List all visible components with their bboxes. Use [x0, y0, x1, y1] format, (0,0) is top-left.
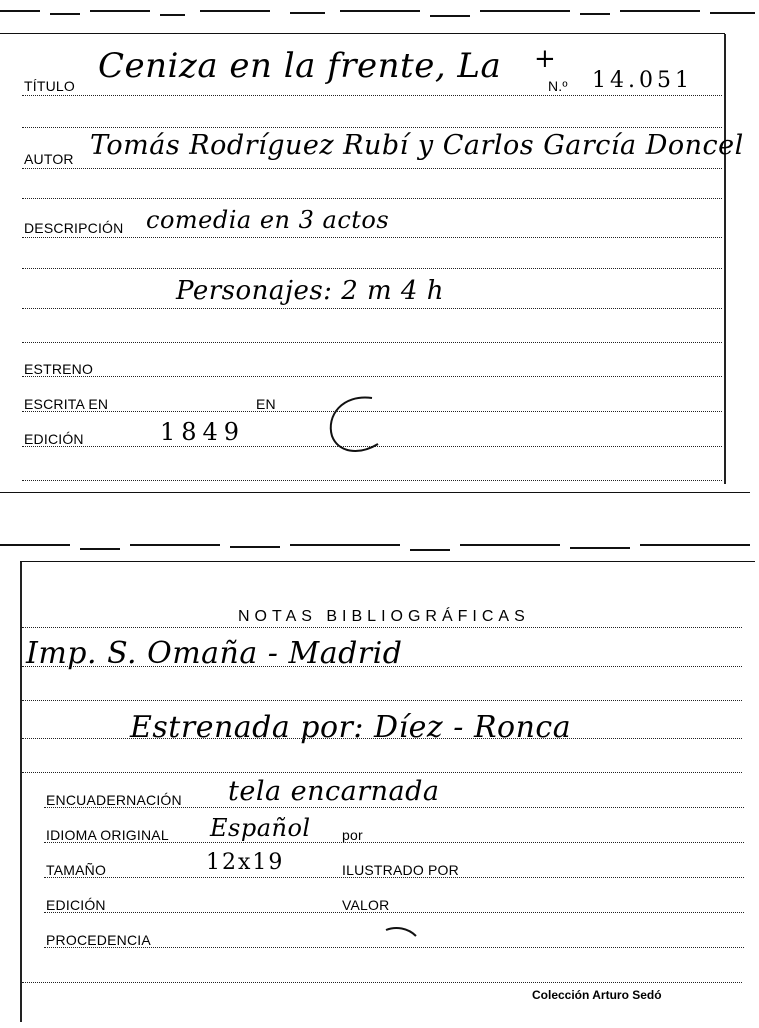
rule-bottom-front: [22, 480, 722, 481]
note-rule-2: [22, 700, 742, 701]
procedencia-label: PROCEDENCIA: [46, 932, 151, 948]
rule-4: [22, 198, 722, 199]
titulo-label: TÍTULO: [24, 78, 75, 94]
estreno-label: ESTRENO: [24, 361, 94, 377]
note-rule-3: [22, 738, 742, 739]
note-rule-4: [22, 772, 742, 773]
edicion-back-label: EDICIÓN: [46, 897, 106, 913]
rule-2: [22, 127, 722, 128]
descripcion-rule: [22, 237, 722, 238]
scan-noise-back: [0, 544, 759, 558]
descripcion-label: DESCRIPCIÓN: [24, 220, 124, 236]
edicion-label: EDICIÓN: [24, 431, 84, 447]
idioma-handwritten: Español: [210, 814, 311, 842]
personajes-rule: [22, 308, 722, 309]
coleccion-credit: Colección Arturo Sedó: [532, 988, 662, 1002]
estreno-rule: [22, 376, 722, 377]
idioma-label: IDIOMA ORIGINAL: [46, 827, 169, 843]
encuadernacion-rule: [44, 807, 744, 808]
rule-6: [22, 268, 722, 269]
encuadernacion-label: ENCUADERNACIÓN: [46, 792, 182, 808]
tamano-rule: [44, 877, 744, 878]
catalog-card-front: [0, 0, 759, 500]
edicion-back-rule: [44, 912, 744, 913]
stamp-arc-mark: [322, 392, 392, 462]
personajes-handwritten: Personajes: 2 m 4 h: [176, 276, 444, 306]
autor-handwritten: Tomás Rodríguez Rubí y Carlos García Doncel: [90, 130, 744, 161]
valor-label: VALOR: [342, 897, 390, 913]
note-line-2-handwritten: Estrenada por: Díez - Ronca: [130, 710, 572, 745]
numero-handwritten: 14.051: [592, 68, 693, 93]
heading-rule: [22, 627, 742, 628]
ilustrado-por-label: ILUSTRADO POR: [342, 862, 459, 878]
numero-label: N.º: [548, 78, 568, 94]
catalog-card-back: [0, 500, 759, 1028]
tamano-handwritten: 12x19: [206, 850, 285, 875]
descripcion-handwritten: comedia en 3 actos: [146, 206, 390, 234]
autor-rule: [22, 168, 722, 169]
notas-bibliograficas-heading: NOTAS BIBLIOGRÁFICAS: [238, 608, 530, 625]
card-edge-top: [0, 33, 725, 34]
scan-noise-top: [0, 10, 759, 24]
tamano-label: TAMAÑO: [46, 862, 107, 878]
back-bottom-rule: [22, 982, 742, 983]
procedencia-rule: [44, 947, 744, 948]
rule-8: [22, 342, 722, 343]
card-back-top-edge: [20, 561, 755, 562]
titulo-handwritten: Ceniza en la frente, La: [98, 46, 502, 86]
edicion-handwritten: 1849: [160, 418, 246, 446]
cross-mark: +: [534, 44, 557, 74]
encuadernacion-handwritten: tela encarnada: [228, 776, 440, 807]
card-edge-right: [724, 34, 726, 484]
titulo-rule: [22, 95, 722, 96]
escrita-en-label: ESCRITA EN: [24, 396, 109, 412]
card-back-edge-left: [20, 562, 22, 1022]
stamp-dash-mark: [384, 924, 418, 940]
note-line-1-handwritten: Imp. S. Omaña - Madrid: [26, 636, 403, 671]
autor-label: AUTOR: [24, 151, 74, 167]
card-front-bottom-edge: [0, 492, 750, 493]
en-label: EN: [256, 396, 276, 412]
idioma-rule: [44, 842, 744, 843]
por-label: por: [342, 827, 363, 843]
note-rule-1: [22, 666, 742, 667]
